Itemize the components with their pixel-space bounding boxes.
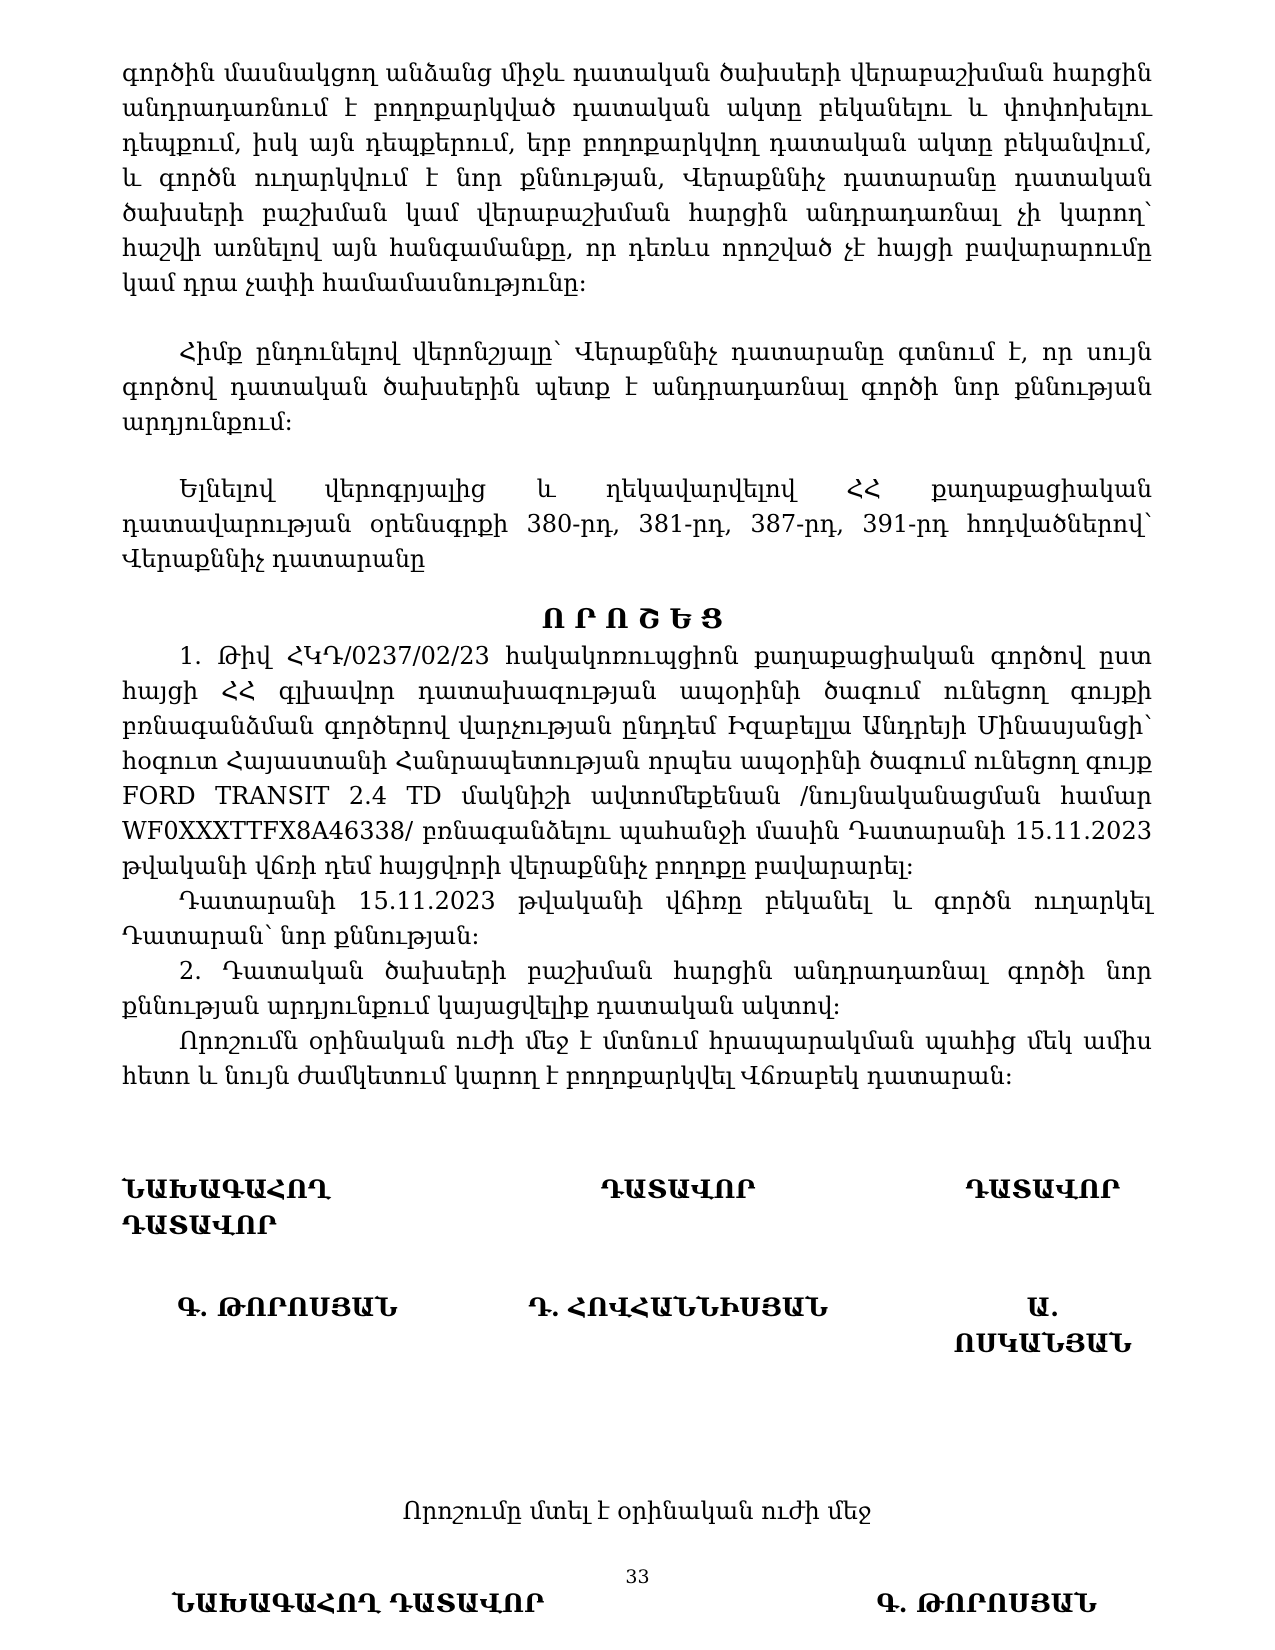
costs-redistribution-paragraph: գործին մասնակցող անձանց միջև դատական ծախսերի վերաբաշխման հարցին անդրադառնում է բողոքարկված դատական ակտը բեկանելու և փոփոխելու դեպքում, իսկ այն դեպքերում, երբ բողոքարկվող դատական ակտը բեկանվում, և գործն ուղարկվում է նոր քննության, Վերաքննիչ դատարանը դատական ծախսերի բաշխման կամ վերաբաշխման հարցին անդրադառնալ չի կարող՝ հաշվի առնելով այն հանգամանքը, որ դեռևս որոշված չէ հայցի բավարարումը կամ դրա չափի համամասնությունը: bbox=[122, 59, 1152, 297]
judge-names-row bbox=[122, 1290, 1152, 1362]
bottom-presiding-judge-title: ՆԱԽԱԳԱՀՈՂ ԴԱՏԱՎՈՐ bbox=[172, 1589, 545, 1618]
presiding-judge-title: ՆԱԽԱԳԱՀՈՂ ԴԱՏԱՎՈՐ bbox=[122, 1175, 331, 1240]
judge-title-2: ԴԱՏԱՎՈՐ bbox=[600, 1175, 756, 1204]
court-finding-paragraph: Հիմք ընդունելով վերոնշյալը՝ Վերաքննիչ դատարանը գտնում է, որ սույն գործով դատական ծախսերին պետք է անդրադառնալ գործի նոր քննության արդյունքում: bbox=[122, 338, 1152, 436]
decision-item-1: 1. Թիվ ՀԿԴ/0237/02/23 հակակոռուպցիոն քաղաքացիական գործով ըստ հայցի ՀՀ գլխավոր դատախազության ապօրինի ծագում ունեցող գույքի բռնագանձման գործերով վարչության ընդդեմ Իզաբելլա Անդրեյի Մինասյանցի՝ հօգուտ Հայաստանի Հանրապետության որպես ապօրինի ծագում ունեցող գույք FORD TRANSIT 2.4 TD մակնիշի ավտոմեքենան /նույնականացման համար WF0XXXTTFX8A46338/ բռնագանձելու պահանջի մասին Դատարանի 15.11.2023 թվականի վճռի դեմ հայցվորի վերաքննիչ բողոքը բավարարել: bbox=[122, 642, 1152, 880]
entry-into-force-paragraph: Որոշումն օրինական ուժի մեջ է մտնում հրապարակման պահից մեկ ամիս հետո և նույն ժամկետում կարող է բողոքարկվել Վճռաբեկ դատարան: bbox=[122, 1027, 1152, 1090]
judge-titles-row bbox=[122, 1172, 1152, 1244]
decision-item-1-continued: Դատարանի 15.11.2023 թվականի վճիռը բեկանել և գործն ուղարկել Դատարան՝ նոր քննության: bbox=[122, 887, 1152, 950]
judge-name-torosyan: Գ. ԹՈՐՈՍՅԱՆ bbox=[177, 1293, 398, 1322]
legal-basis-paragraph: Ելնելով վերոգրյալից և ղեկավարվելով ՀՀ քաղաքացիական դատավարության օրենսգրքի 380-րդ, 381-րդ, 387-րդ, 391-րդ հոդվածներով՝ Վերաքննիչ դատարանը bbox=[122, 475, 1152, 573]
bottom-presiding-judge-name: Գ. ԹՈՐՈՍՅԱՆ bbox=[876, 1589, 1097, 1618]
judge-name-voskanyan: Ա. ՈՍԿԱՆՅԱՆ bbox=[953, 1293, 1132, 1358]
entered-into-force-note: Որոշումը մտել է օրինական ուժի մեջ bbox=[402, 1497, 872, 1525]
bottom-signature-row bbox=[122, 1586, 1152, 1622]
decision-heading: ՈՐՈՇԵՑ bbox=[541, 604, 733, 635]
judge-name-hovhannisyan: Դ. ՀՈՎՀԱՆՆԻՍՅԱՆ bbox=[528, 1293, 829, 1322]
judge-title-3: ԴԱՏԱՎՈՐ bbox=[965, 1175, 1121, 1204]
page-number: 33 bbox=[625, 1566, 650, 1588]
decision-item-2: 2. Դատական ծախսերի բաշխման հարցին անդրադառնալ գործի նոր քննության արդյունքում կայացվելիք դատական ակտով: bbox=[122, 957, 1152, 1020]
